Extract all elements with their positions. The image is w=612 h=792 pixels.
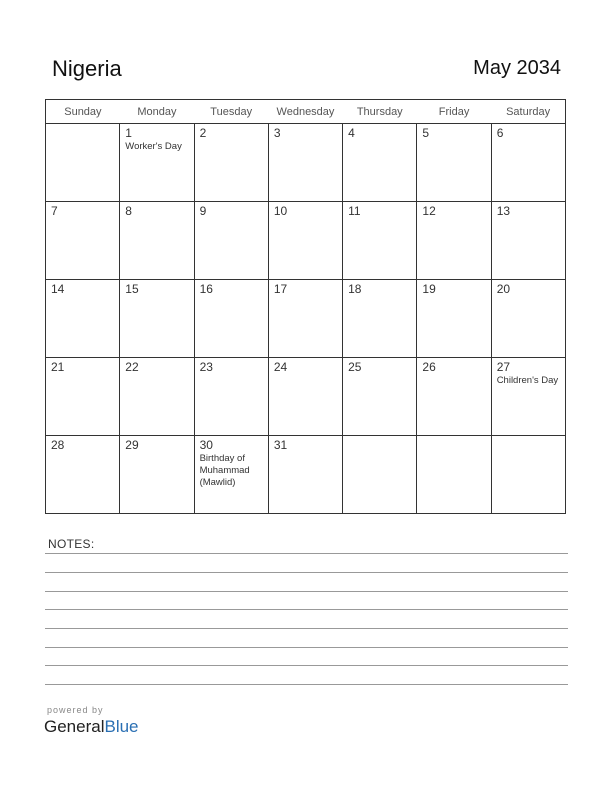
note-line	[45, 665, 568, 666]
day-cell	[343, 202, 417, 280]
day-cell	[268, 436, 342, 514]
day-cell	[268, 280, 342, 358]
weekday-saturday: Saturday	[491, 100, 565, 124]
month-year-label: May 2034	[473, 57, 561, 79]
day-cell	[343, 436, 417, 514]
day-number: 24	[273, 360, 288, 374]
day-number	[492, 436, 565, 438]
day-number: 21	[51, 360, 65, 374]
day-cell	[417, 124, 491, 202]
brand-blue-text: Blue	[104, 717, 139, 736]
day-number: 18	[348, 282, 362, 296]
weekday-thursday: Thursday	[343, 100, 417, 124]
note-line	[45, 647, 568, 648]
day-number	[46, 124, 119, 126]
day-number: 28	[51, 438, 65, 452]
note-line	[45, 609, 568, 610]
day-cell	[343, 124, 417, 202]
day-cell	[194, 202, 268, 280]
note-line	[45, 553, 568, 554]
day-number: 19	[422, 282, 436, 296]
holiday-label: Worker's Day	[125, 141, 182, 152]
day-number: 7	[51, 204, 58, 218]
day-cell	[120, 436, 194, 514]
note-line	[45, 572, 568, 573]
day-cell	[194, 124, 268, 202]
brand-general-text: General	[44, 717, 105, 736]
note-line	[45, 684, 568, 685]
holiday-label: Birthday of Muhammad (Mawlid)	[199, 453, 250, 488]
day-cell	[417, 436, 491, 514]
day-number: 10	[273, 204, 288, 218]
day-cell	[46, 436, 120, 514]
calendar-grid	[45, 99, 566, 514]
day-number: 5	[422, 126, 430, 140]
day-number	[343, 436, 416, 438]
day-cell	[120, 202, 194, 280]
week-row	[46, 358, 566, 436]
day-cell	[120, 124, 194, 202]
day-cell	[491, 436, 565, 514]
note-line	[45, 628, 568, 629]
day-number: 6	[496, 126, 504, 140]
note-line	[45, 591, 568, 592]
day-number: 22	[125, 360, 139, 374]
day-number: 27	[496, 360, 511, 374]
day-cell	[343, 358, 417, 436]
week-row	[46, 202, 566, 280]
day-number: 12	[422, 204, 436, 218]
day-number: 31	[273, 438, 288, 452]
day-cell	[491, 124, 565, 202]
weekday-wednesday: Wednesday	[268, 100, 342, 124]
day-cell	[491, 358, 565, 436]
weekday-header-row	[46, 100, 566, 124]
day-cell	[46, 202, 120, 280]
day-number: 17	[273, 282, 288, 296]
week-row	[46, 436, 566, 514]
day-number: 25	[348, 360, 362, 374]
page-title: Nigeria	[52, 56, 122, 81]
day-cell	[194, 436, 268, 514]
week-row	[46, 124, 566, 202]
day-number: 15	[125, 282, 139, 296]
day-number	[417, 436, 490, 438]
day-number: 29	[125, 438, 139, 452]
day-number: 16	[199, 282, 213, 296]
day-cell	[120, 280, 194, 358]
day-cell	[417, 202, 491, 280]
day-cell	[491, 202, 565, 280]
day-number: 1	[125, 126, 132, 140]
day-cell	[268, 202, 342, 280]
day-cell	[194, 280, 268, 358]
day-cell	[268, 358, 342, 436]
day-number: 23	[199, 360, 213, 374]
day-cell	[491, 280, 565, 358]
day-number: 20	[496, 282, 511, 296]
day-cell	[120, 358, 194, 436]
day-number: 8	[125, 204, 132, 218]
holiday-label: Children's Day	[496, 375, 559, 386]
day-cell	[46, 124, 120, 202]
day-number: 13	[496, 204, 511, 218]
day-number: 2	[199, 126, 207, 140]
day-cell	[268, 124, 342, 202]
day-cell	[417, 358, 491, 436]
day-number: 11	[348, 204, 361, 218]
weekday-tuesday: Tuesday	[194, 100, 268, 124]
day-number: 9	[199, 204, 207, 218]
day-number: 14	[51, 282, 65, 296]
powered-by-label: powered by	[47, 705, 104, 715]
day-number: 26	[422, 360, 436, 374]
day-cell	[46, 358, 120, 436]
weekday-sunday: Sunday	[46, 100, 120, 124]
day-number: 30	[199, 438, 213, 452]
day-cell	[343, 280, 417, 358]
day-number: 4	[348, 126, 355, 140]
day-cell	[46, 280, 120, 358]
day-number: 3	[273, 126, 281, 140]
weekday-monday: Monday	[120, 100, 194, 124]
day-cell	[194, 358, 268, 436]
week-row	[46, 280, 566, 358]
day-cell	[417, 280, 491, 358]
notes-label: NOTES:	[48, 537, 95, 551]
weekday-friday: Friday	[417, 100, 491, 124]
brand-logo	[44, 717, 139, 737]
